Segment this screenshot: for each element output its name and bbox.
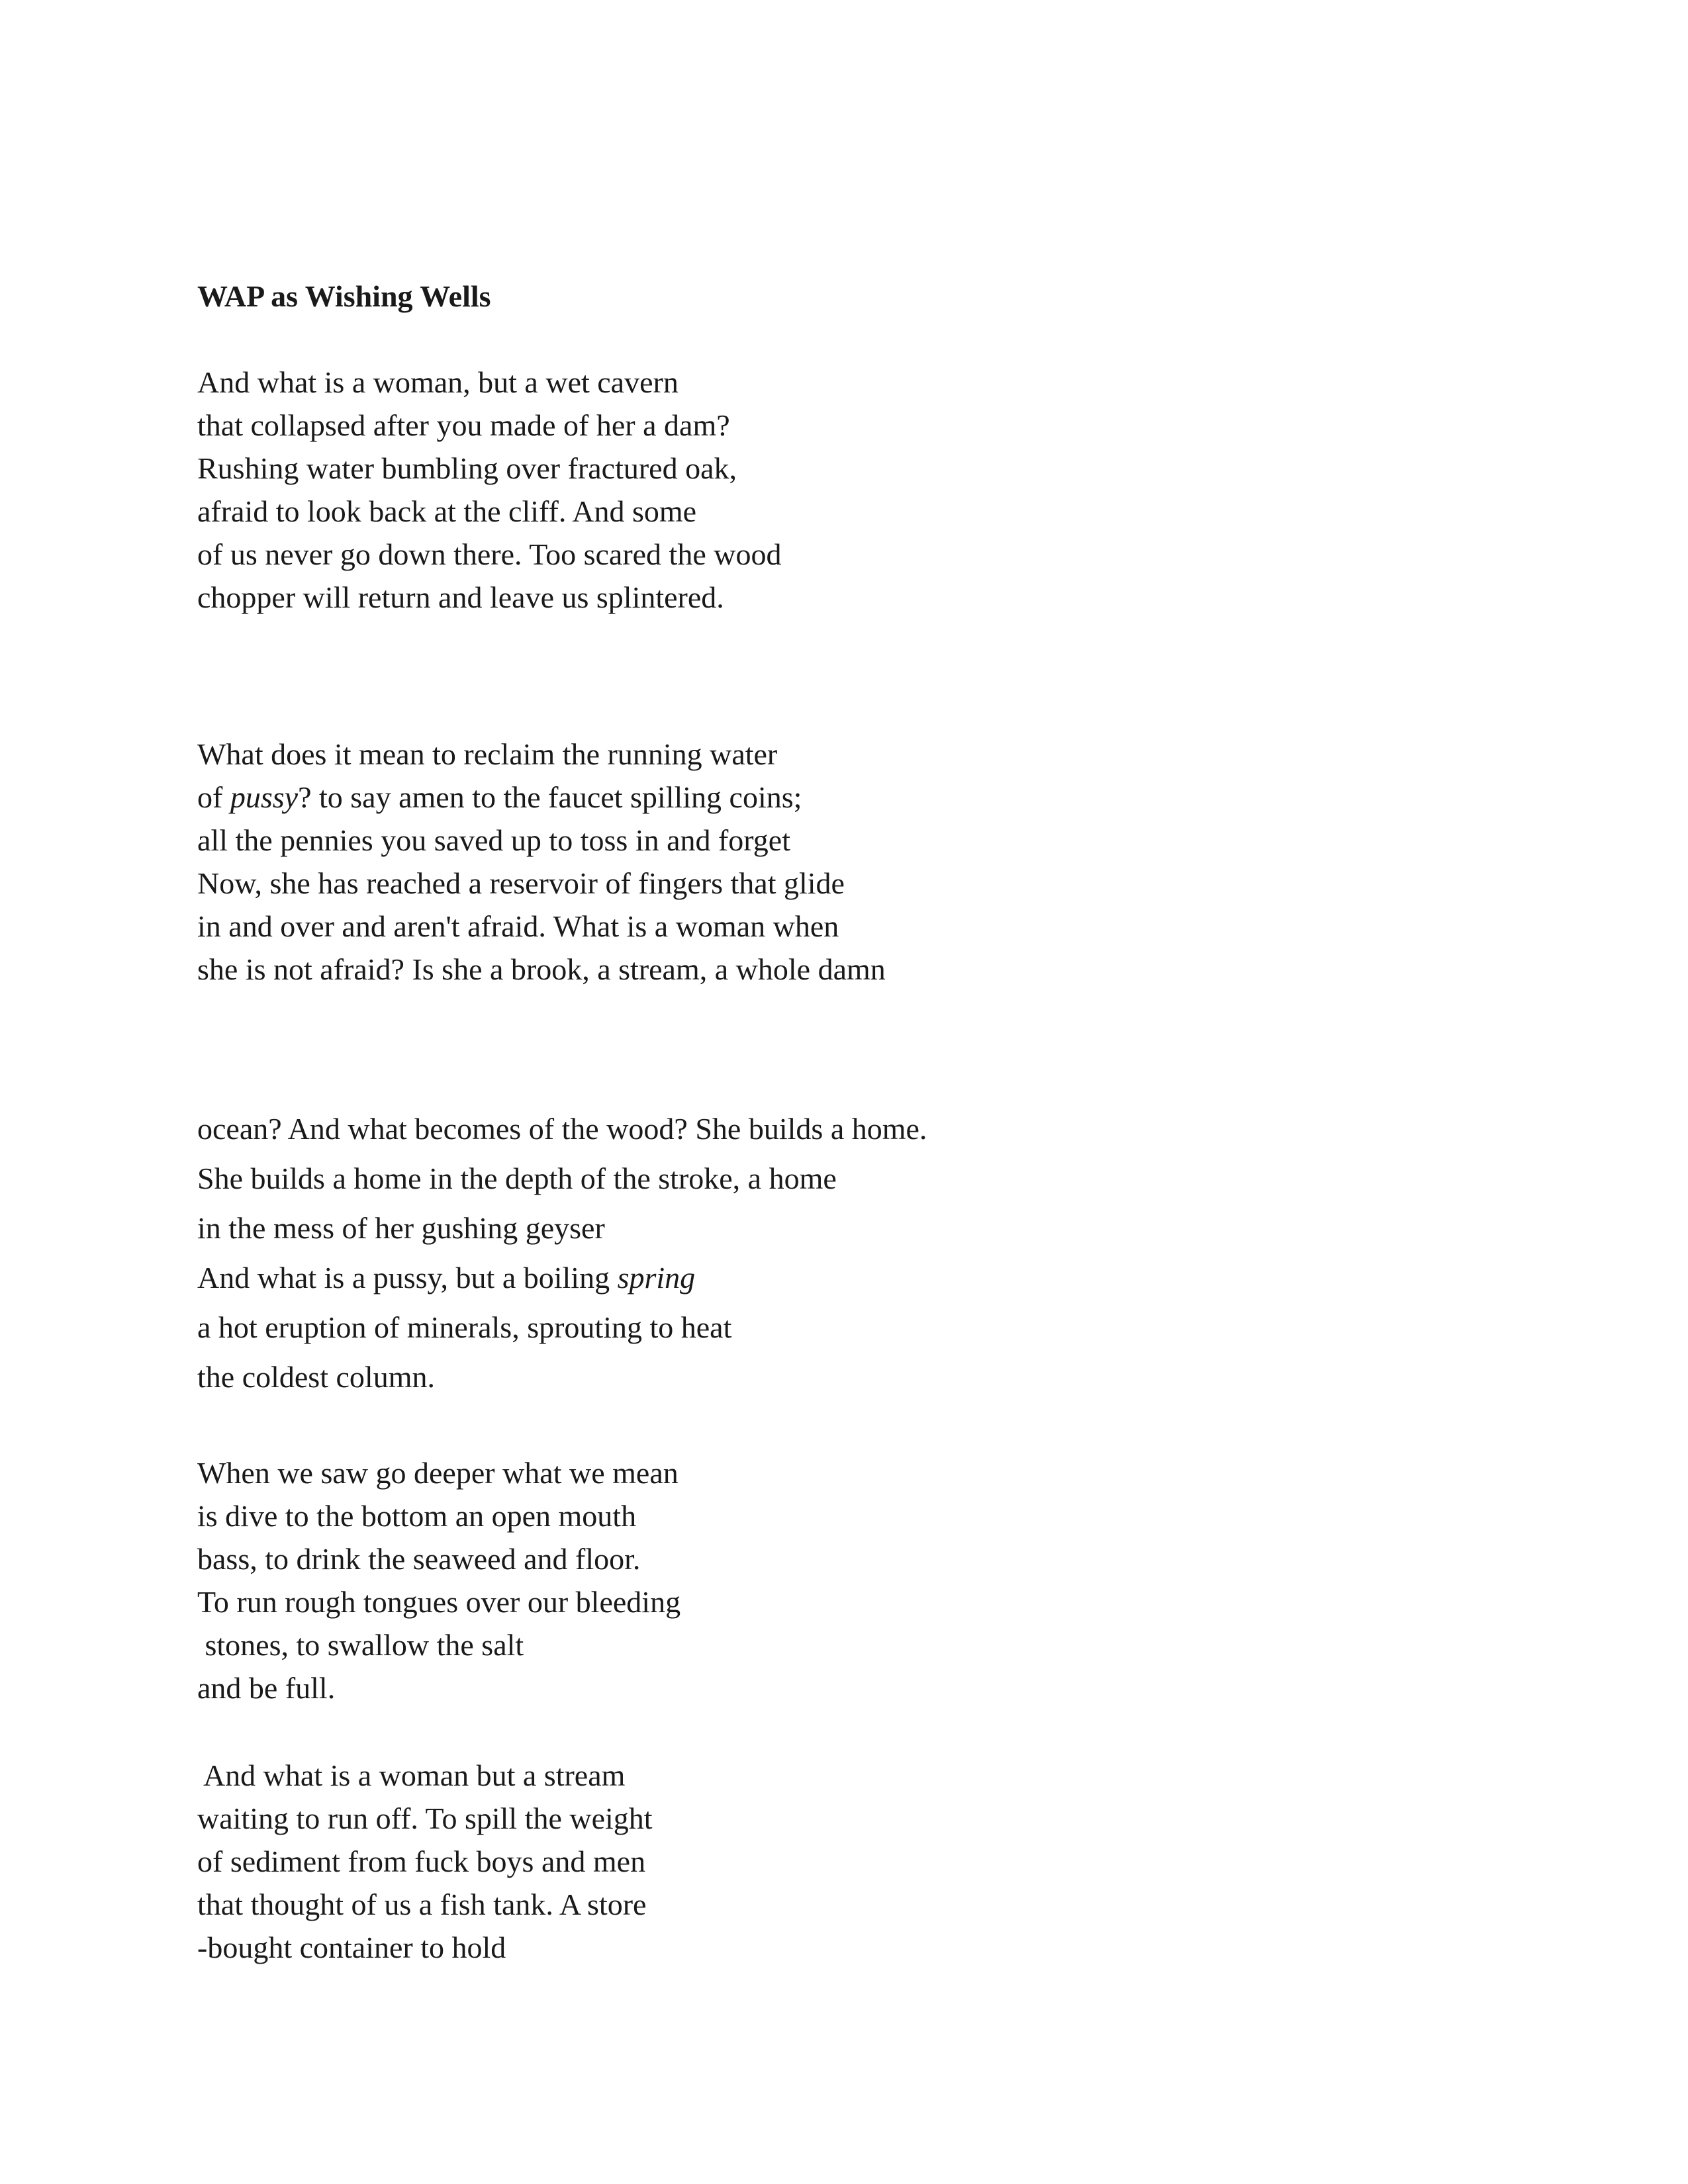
poem-line: And what is a woman but a stream — [197, 1758, 626, 1792]
poem-line — [197, 1253, 927, 1302]
poem-line: and be full. — [197, 1671, 336, 1705]
poem-line: the coldest column. — [197, 1360, 435, 1394]
poem-line: afraid to look back at the cliff. And some — [197, 494, 697, 528]
poem-line: that collapsed after you made of her a dam? — [197, 408, 730, 442]
poem-line: that thought of us a fish tank. A store — [197, 1888, 647, 1921]
stanza-1 — [197, 361, 781, 619]
poem-line: When we saw go deeper what we mean — [197, 1456, 679, 1490]
poem-line: -bought container to hold — [197, 1931, 506, 1964]
poem-line: a hot eruption of minerals, sprouting to heat — [197, 1310, 732, 1344]
stanza-4 — [197, 1451, 680, 1709]
poem-line: To run rough tongues over our bleeding — [197, 1585, 681, 1619]
poem-line: of sediment from fuck boys and men — [197, 1844, 646, 1878]
poem-line: of us never go down there. Too scared the wood — [197, 537, 782, 571]
italic-word: spring — [617, 1261, 696, 1295]
poem-line: Now, she has reached a reservoir of fingers that glide — [197, 866, 845, 900]
stanza-3 — [197, 1104, 927, 1402]
line-text: of — [197, 780, 230, 814]
poem-title: WAP as Wishing Wells — [197, 279, 491, 313]
poem-line: bass, to drink the seaweed and floor. — [197, 1542, 641, 1576]
stanza-2 — [197, 733, 886, 991]
poem-line: waiting to run off. To spill the weight — [197, 1801, 653, 1835]
poem-line: Rushing water bumbling over fractured oak, — [197, 451, 737, 485]
poem-line: She builds a home in the depth of the stroke, a home — [197, 1161, 837, 1195]
poem-line: in and over and aren't afraid. What is a woman when — [197, 909, 839, 943]
poem-line: And what is a woman, but a wet cavern — [197, 365, 679, 399]
italic-word: pussy — [230, 780, 299, 814]
stanza-5 — [197, 1754, 653, 1969]
line-text: And what is a pussy, but a boiling — [197, 1261, 618, 1295]
poem-line: ocean? And what becomes of the wood? She builds a home. — [197, 1112, 927, 1146]
poem-line: all the pennies you saved up to toss in and forget — [197, 823, 790, 857]
line-text: ? to say amen to the faucet spilling coins; — [298, 780, 802, 814]
poem-line: in the mess of her gushing geyser — [197, 1211, 605, 1245]
poem-line: she is not afraid? Is she a brook, a stream, a whole damn — [197, 952, 886, 986]
poem-line: stones, to swallow the salt — [197, 1628, 524, 1662]
poem-line — [197, 776, 886, 819]
poem-line: What does it mean to reclaim the running water — [197, 737, 778, 771]
poem-line: chopper will return and leave us splintered. — [197, 580, 724, 614]
poem-line: is dive to the bottom an open mouth — [197, 1499, 637, 1533]
